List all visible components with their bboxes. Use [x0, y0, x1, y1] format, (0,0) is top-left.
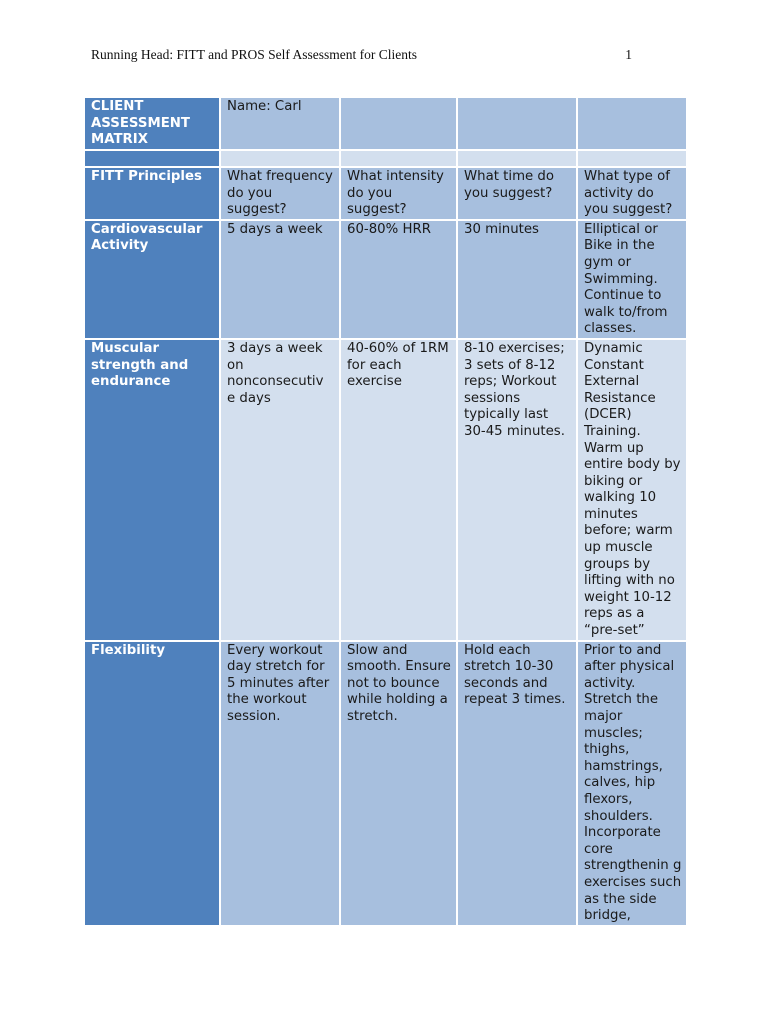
intensity-cell: 60-80% HRR: [340, 220, 457, 339]
fitt-questions-row: [84, 167, 687, 220]
client-name-cell: Name: Carl: [220, 97, 340, 150]
muscular-row: [84, 339, 687, 641]
matrix-title-row: [84, 97, 687, 150]
empty-cell: [457, 150, 577, 167]
empty-cell: [220, 150, 340, 167]
running-head: [91, 47, 632, 67]
flexibility-row: [84, 641, 687, 926]
empty-cell: [577, 97, 687, 150]
running-head-title: Running Head: FITT and PROS Self Assessment for Clients: [91, 47, 417, 62]
client-assessment-matrix: [83, 96, 688, 927]
matrix-title-cell: CLIENT ASSESSMENT MATRIX: [84, 97, 220, 150]
empty-cell: [577, 150, 687, 167]
time-cell: 8-10 exercises; 3 sets of 8-12 reps; Workout sessions typically last 30-45 minutes.: [457, 339, 577, 641]
cardiovascular-row: [84, 220, 687, 339]
type-cell: Dynamic Constant External Resistance (DCER) Training. Warm up entire body by biking or walking 10 minutes before; warm up muscle groups by lifting with no weight 10-12 reps as a “pre-set”: [577, 339, 687, 641]
fitt-principles-label: FITT Principles: [84, 167, 220, 220]
type-question: What type of activity do you suggest?: [577, 167, 687, 220]
intensity-question: What intensity do you suggest?: [340, 167, 457, 220]
frequency-cell: 5 days a week: [220, 220, 340, 339]
frequency-cell: 3 days a week on nonconsecutiv e days: [220, 339, 340, 641]
frequency-question: What frequency do you suggest?: [220, 167, 340, 220]
type-cell: Elliptical or Bike in the gym or Swimming. Continue to walk to/from classes.: [577, 220, 687, 339]
intensity-cell: Slow and smooth. Ensure not to bounce while holding a stretch.: [340, 641, 457, 926]
spacer-row: [84, 150, 687, 167]
time-cell: 30 minutes: [457, 220, 577, 339]
intensity-cell: 40-60% of 1RM for each exercise: [340, 339, 457, 641]
time-cell: Hold each stretch 10-30 seconds and repeat 3 times.: [457, 641, 577, 926]
empty-cell: [340, 150, 457, 167]
empty-cell: [457, 97, 577, 150]
type-cell: Prior to and after physical activity. Stretch the major muscles; thighs, hamstrings, calves, hip flexors, shoulders. Incorporate core strengthenin g exercises such as the side bridge,: [577, 641, 687, 926]
time-question: What time do you suggest?: [457, 167, 577, 220]
frequency-cell: Every workout day stretch for 5 minutes after the workout session.: [220, 641, 340, 926]
page-number: 1: [625, 47, 632, 62]
row-label: Muscular strength and endurance: [84, 339, 220, 641]
empty-cell: [340, 97, 457, 150]
row-label: Cardiovascular Activity: [84, 220, 220, 339]
row-label: Flexibility: [84, 641, 220, 926]
empty-cell: [84, 150, 220, 167]
